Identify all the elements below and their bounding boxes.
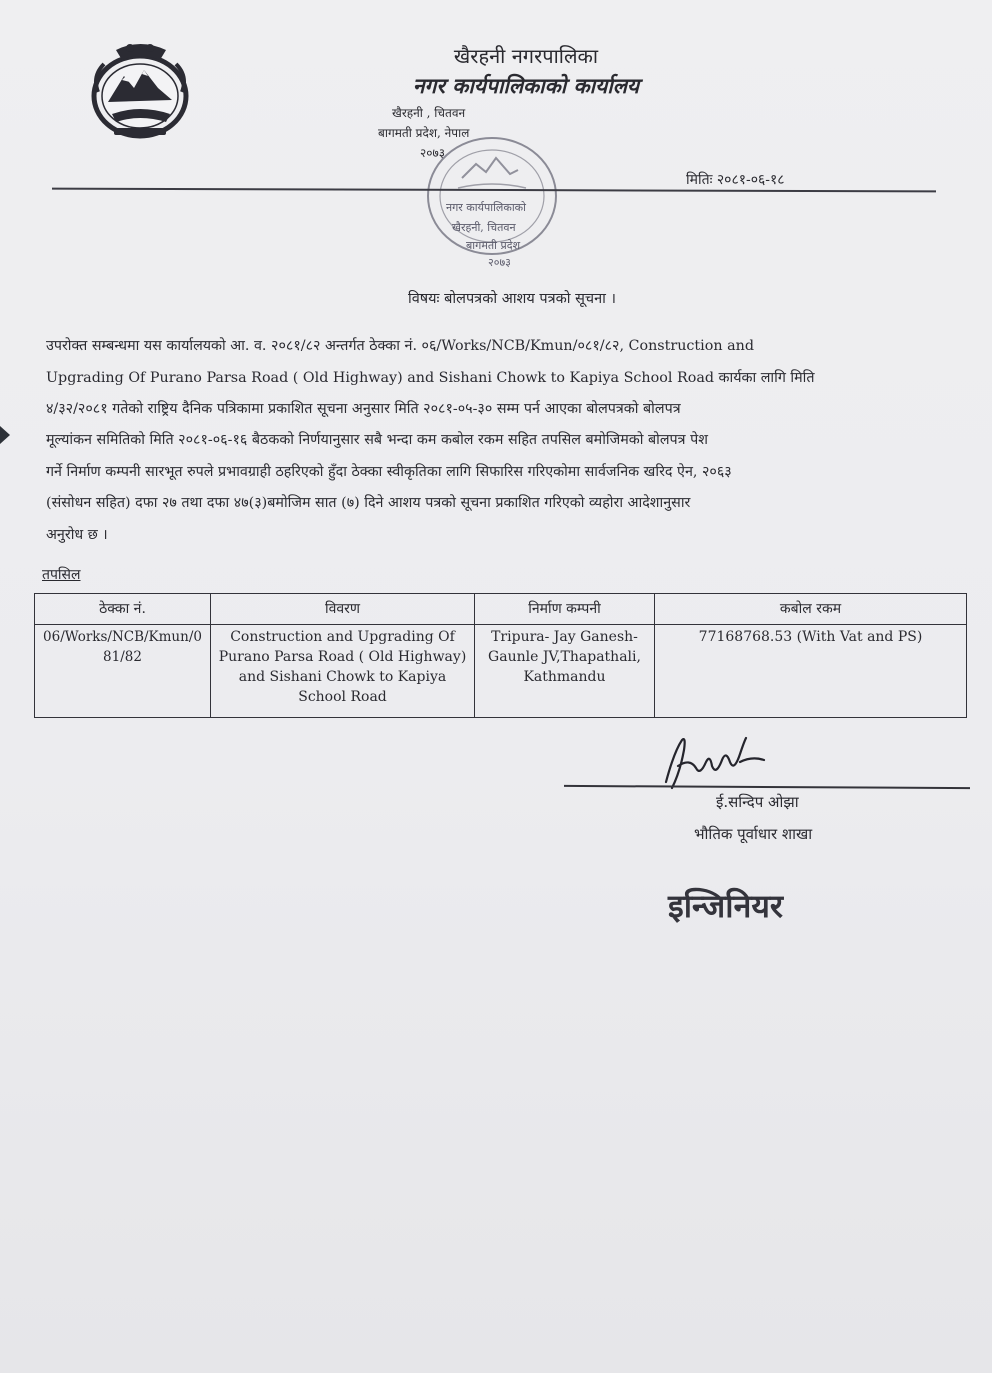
cell-bid-amount: 77168768.53 (With Vat and PS) [655,625,967,718]
body-text-line: मूल्यांकन समितिको मिति २०८१-०६-१६ बैठकको निर्णयानुसार सबै भन्दा कम कबोल रकम सहित तपसिल बमोजिमको बोलपत्र पेश [46,432,708,448]
stamp-text-line-3: बागमती प्रदेश [466,239,521,252]
municipality-name: खैरहनी नगरपालिका [453,44,599,68]
pin-mark-icon [0,424,12,446]
signatory-designation-stamp: इन्जिनियर [668,887,783,925]
bid-details-table [34,593,967,718]
header-company: निर्माण कम्पनी [475,594,655,625]
body-text-line: Upgrading Of Purano Parsa Road ( Old Highway) and Sishani Chowk to Kapiya School Road कार्यका लागि मिति [46,370,815,386]
body-text-line: अनुरोध छ । [46,527,108,543]
address-line-3: २०७३ [420,146,445,160]
body-text-line: (संसोधन सहित) दफा २७ तथा दफा ४७(३)बमोजिम सात (७) दिने आशय पत्रको सूचना प्रकाशित गरिएको व्यहोरा आदेशानुसार [46,495,691,511]
office-name: नगर कार्यपालिकाको कार्यालय [412,73,640,98]
address-line-2: बागमती प्रदेश, नेपाल [378,126,470,140]
letter-date: मितिः २०८१-०६-१८ [686,172,785,188]
table-header-row [35,594,967,625]
table-row [35,625,967,718]
stamp-text-line-4: २०७३ [488,256,511,269]
stamp-text-line-2: खैरहनी, चितवन [452,221,516,234]
signatory-name: ई.सन्दिप ओझा [716,793,799,811]
cell-contract-no: 06/Works/NCB/Kmun/081/82 [35,625,211,718]
cell-description: Construction and Upgrading Of Purano Parsa Road ( Old Highway) and Sishani Chowk to Kapiya School Road [211,625,475,718]
stamp-text-line-1: नगर कार्यपालिकाको [446,201,526,214]
body-text-line: गर्ने निर्माण कम्पनी सारभूत रुपले प्रभावग्राही ठहरिएको हुँदा ठेक्का स्वीकृतिका लागि सिफारिस गरिएकोमा सार्वजनिक खरिद ऐन, २०६३ [46,464,732,480]
header-bid-amount: कबोल रकम [655,594,967,625]
details-label: तपसिल [42,567,81,583]
letter-subject: विषयः बोलपत्रको आशय पत्रको सूचना । [407,291,617,307]
cell-company: Tripura- Jay Ganesh-Gaunle JV,Thapathali, Kathmandu [475,625,655,718]
header-contract-no: ठेक्का नं. [35,594,211,625]
body-text-line: उपरोक्त सम्बन्धमा यस कार्यालयको आ. व. २०८१/८२ अन्तर्गत ठेक्का नं. ०६/Works/NCB/Kmun/०८१/८२, Construction and [46,338,754,354]
signatory-branch: भौतिक पूर्वाधार शाखा [694,825,813,843]
header-description: विवरण [211,594,475,625]
address-line-1: खैरहनी , चितवन [392,106,466,120]
body-text-line: ४/३२/२०८१ गतेको राष्ट्रिय दैनिक पत्रिकामा प्रकाशित सूचना अनुसार मिति २०८१-०५-३० सम्म पर्न आएका बोलपत्रको बोलपत्र [46,401,681,417]
